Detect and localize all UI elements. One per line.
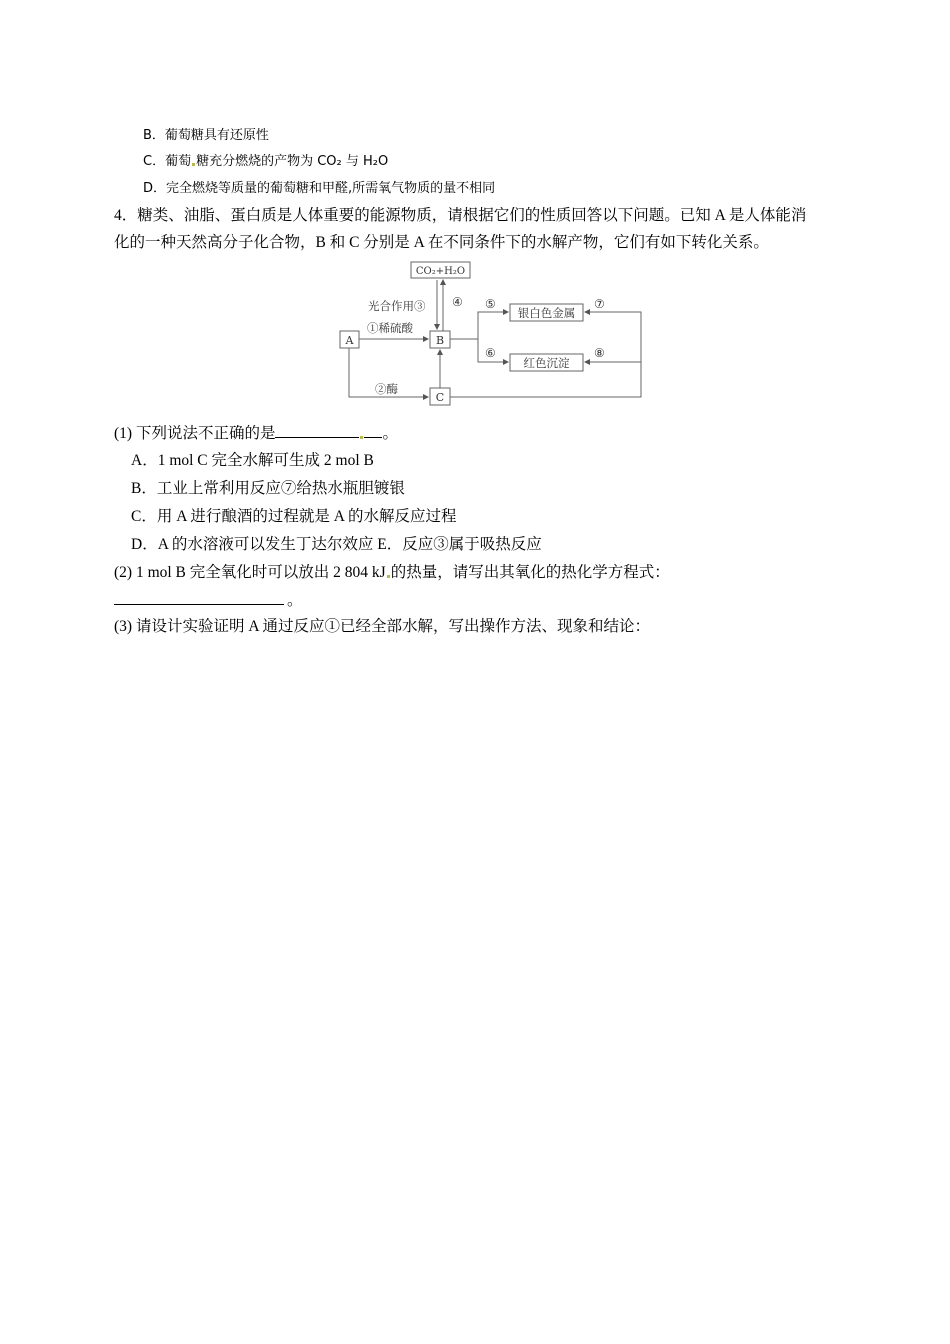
step7-label: ⑦ xyxy=(594,297,605,311)
part1-stem-text: (1) 下列说法不正确的是 xyxy=(114,425,276,442)
dilute-acid-label: ①稀硫酸 xyxy=(367,321,413,335)
part2-end: 。 xyxy=(287,592,303,609)
edit-mark xyxy=(360,436,363,439)
silver-metal-label: 银白色金属 xyxy=(517,306,576,320)
arrow-7 xyxy=(585,312,641,339)
part1-option-a: A．1 mol C 完全水解可生成 2 mol B xyxy=(131,452,374,469)
edit-mark xyxy=(387,575,390,578)
arrow-5 xyxy=(450,312,508,339)
part1-end: 。 xyxy=(382,425,398,442)
part2-text-end: 的热量，请写出其氧化的热化学方程式： xyxy=(390,564,670,581)
conversion-diagram xyxy=(335,256,647,410)
part2-answer-line xyxy=(114,588,303,610)
option-c-text-end: 糖充分燃烧的产物为 CO₂ 与 H₂O xyxy=(196,154,389,169)
step5-label: ⑤ xyxy=(485,297,496,311)
part1-option-c: C．用 A 进行酿酒的过程就是 A 的水解反应过程 xyxy=(131,508,457,525)
part3-stem: (3) 请设计实验证明 A 通过反应①已经全部水解，写出操作方法、现象和结论： xyxy=(114,618,651,635)
option-c xyxy=(143,150,388,169)
answer-blank-1b[interactable] xyxy=(364,436,382,438)
part2-stem xyxy=(114,560,670,582)
red-precipitate-label: 红色沉淀 xyxy=(523,356,570,370)
enzyme-label: ②酶 xyxy=(375,382,398,396)
step4-label: ④ xyxy=(452,295,463,309)
option-d: D．完全燃烧等质量的葡萄糖和甲醛,所需氧气物质的量不相同 xyxy=(143,181,496,196)
edit-mark xyxy=(192,163,195,166)
node-c: C xyxy=(435,391,445,404)
part1-stem xyxy=(114,421,398,443)
option-b: B．葡萄糖具有还原性 xyxy=(143,128,269,143)
part2-text-start: (2) 1 mol B 完全氧化时可以放出 2 804 kJ xyxy=(114,564,386,581)
q4-stem-line2: 化的一种天然高分子化合物，B 和 C 分别是 A 在不同条件下的水解产物，它们有如下转化关系。 xyxy=(114,234,769,251)
photosynthesis-label: 光合作用③ xyxy=(368,299,426,313)
part1-option-b: B．工业上常利用反应⑦给热水瓶胆镀银 xyxy=(131,480,405,497)
answer-blank-1a[interactable] xyxy=(275,436,359,438)
node-b: B xyxy=(435,334,445,347)
q4-stem-line1: 4．糖类、油脂、蛋白质是人体重要的能源物质，请根据它们的性质回答以下问题。已知 A 是人体能消 xyxy=(114,207,807,224)
co2-h2o-label: CO₂+H₂O xyxy=(415,266,466,277)
step8-label: ⑧ xyxy=(594,346,605,360)
part1-option-d: D．A 的水溶液可以发生丁达尔效应 E．反应③属于吸热反应 xyxy=(131,536,542,553)
node-a: A xyxy=(345,334,354,347)
step6-label: ⑥ xyxy=(485,346,496,360)
option-c-text-start: C．葡萄 xyxy=(143,154,192,169)
answer-blank-2[interactable] xyxy=(114,603,284,605)
